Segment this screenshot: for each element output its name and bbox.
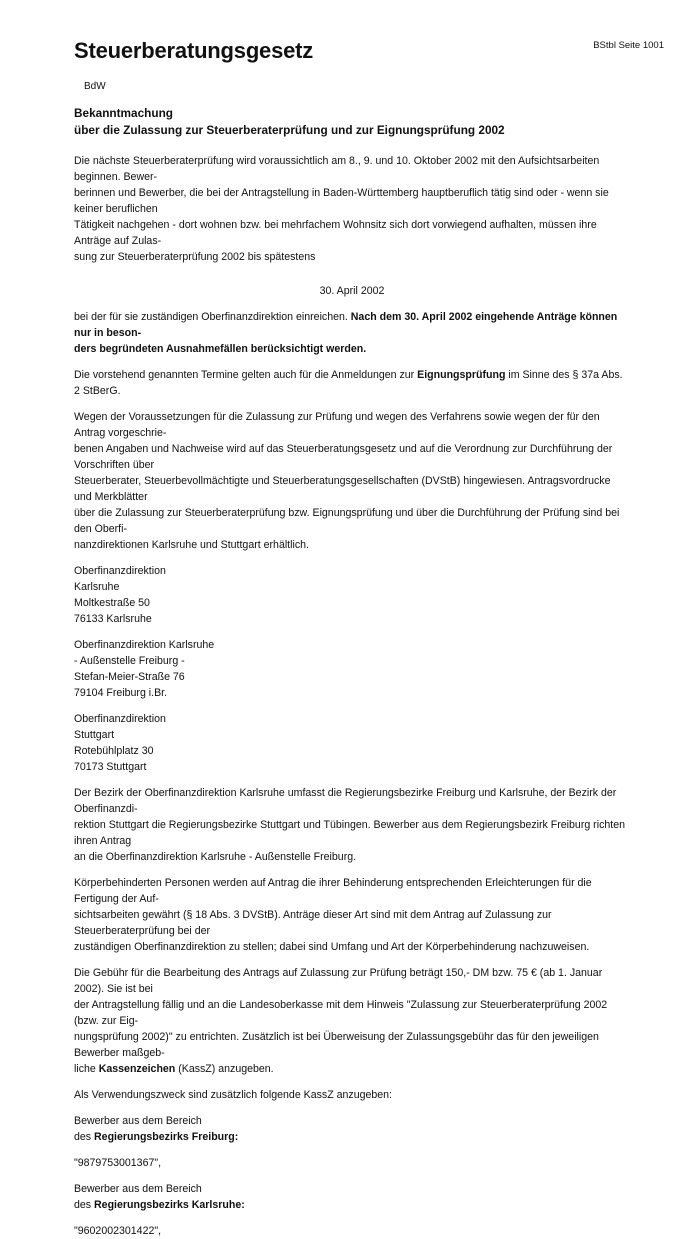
text-line [74,1061,630,1077]
text-run: des [74,1199,95,1211]
document-body [74,105,630,1239]
text-line: Körperbehinderten Personen werden auf Antrag die ihrer Behinderung entsprechenden Erleichterungen für die Fertigung der Auf- [74,877,592,905]
address-line: Karlsruhe [74,581,120,593]
text-line: Die nächste Steuerberaterprüfung wird voraussichtlich am 8., 9. und 10. Oktober 2002 mit den Aufsichtsarbeiten beginnen. Bewer- [74,155,600,183]
kassz-block-karlsruhe [74,1181,630,1239]
text-line: der Antragstellung fällig und an die Landesoberkasse mit dem Hinweis "Zulassung zur Steuerberaterprüfung 2002 (bzw. zur Eig- [74,999,608,1027]
address-block [74,637,630,701]
text-line: Wegen der Voraussetzungen für die Zulassung zur Prüfung und wegen des Verfahrens sowie wegen der für den Antrag vorgeschrie- [74,411,600,439]
kassz-applicant-line: Bewerber aus dem Bereich [74,1115,202,1127]
address-line: Oberfinanzdirektion [74,565,166,577]
address-line: Oberfinanzdirektion Karlsruhe [74,639,215,651]
kassz-code: "9602002301422", [74,1225,162,1237]
text-run: bei der für sie zuständigen Oberfinanzdirektion einreichen. [74,311,351,323]
purpose-paragraph: Als Verwendungszweck sind zusätzlich folgende KassZ anzugeben: [74,1089,392,1101]
text-line: rektion Stuttgart die Regierungsbezirke Stuttgart und Tübingen. Bewerber aus dem Regierungsbezirk Freiburg richten ihren Antrag [74,819,625,847]
address-line: Rotebühlplatz 30 [74,745,154,757]
address-line: 70173 Stuttgart [74,761,147,773]
text-line: berinnen und Bewerber, die bei der Antragstellung in Baden-Württemberg hauptberuflich tätig sind oder - wenn sie keiner beruflichen [74,187,609,215]
address-block [74,711,630,775]
bold-text-run: ders begründeten Ausnahmefällen berücksichtigt werden. [74,343,367,355]
document-title: Steuerberatungsgesetz [74,38,314,63]
text-run: Die vorstehend genannten Termine gelten auch für die Anmeldungen zur [74,369,418,381]
text-line: Tätigkeit nachgehen - dort wohnen bzw. bei mehrfachem Wohnsitz sich dort vorwiegend aufhalten, müssen ihre Anträge auf Zulas- [74,219,597,247]
text-line: nanzdirektionen Karlsruhe und Stuttgart erhältlich. [74,539,309,551]
submission-paragraph [74,309,630,357]
requirements-paragraph [74,409,630,553]
text-line: nungsprüfung 2002)" zu entrichten. Zusätzlich ist bei Überweisung der Zulassungsgebühr das für den jeweiligen Bewerber maßgeb- [74,1031,599,1059]
text-line: Die Gebühr für die Bearbeitung des Antrags auf Zulassung zur Prüfung beträgt 150,- DM bzw. 75 € (ab 1. Januar 2002). Sie ist bei [74,967,603,995]
text-line: zuständigen Oberfinanzdirektion zu stellen; dabei sind Umfang und Art der Körperbehinderung nachzuweisen. [74,941,590,953]
kassz-applicant-line: Bewerber aus dem Bereich [74,1183,202,1195]
fee-paragraph [74,965,630,1077]
bold-text-run: Nach dem 30. April 2002 eingehende Anträge können nur in beson- [74,311,618,339]
address-line: Stefan-Meier-Straße 76 [74,671,185,683]
address-block [74,563,630,627]
terms-paragraph [74,367,630,399]
text-line: benen Angaben und Nachweise wird auf das Steuerberatungsgesetz und auf die Verordnung zur Durchführung der Vorschriften über [74,443,613,471]
disability-paragraph [74,875,630,955]
address-line: Stuttgart [74,729,115,741]
text-line: Der Bezirk der Oberfinanzdirektion Karlsruhe umfasst die Regierungsbezirke Freiburg und Karlsruhe, der Bezirk der Oberfinanzdi- [74,787,617,815]
text-line: an die Oberfinanzdirektion Karlsruhe - Außenstelle Freiburg. [74,851,357,863]
intro-paragraph [74,153,630,265]
text-run: des [74,1131,95,1143]
page-reference: BStbl Seite 1001 [593,40,664,51]
bold-text-run: Kassenzeichen [98,1063,176,1075]
address-line: - Außenstelle Freiburg - [74,655,185,667]
heading-line: über die Zulassung zur Steuerberaterprüfung und zur Eignungsprüfung 2002 [74,123,505,137]
kassz-district-line [74,1197,630,1213]
address-line: Moltkestraße 50 [74,597,150,609]
address-line: Oberfinanzdirektion [74,713,166,725]
address-line: 76133 Karlsruhe [74,613,152,625]
text-line: über die Zulassung zur Steuerberaterprüfung bzw. Eignungsprüfung und über die Durchführung der Prüfung sind bei den Oberfi- [74,507,620,535]
heading-line: Bekanntmachung [74,106,173,120]
source-label: BdW [84,81,106,92]
bold-text-run: Regierungsbezirks Karlsruhe: [94,1199,245,1211]
districts-paragraph [74,785,630,865]
text-line: Steuerberater, Steuerbevollmächtigte und Steuerberatungsgesellschaften (DVStB) hingewiesen. Antragsvordrucke und Merkblätter [74,475,611,503]
text-run: (KassZ) anzugeben. [175,1063,274,1075]
kassz-district-line [74,1129,630,1145]
kassz-code: "9879753001367", [74,1157,162,1169]
text-run: im Sinne des § 37a Abs. 2 StBerG. [74,369,623,397]
announcement-heading [74,105,630,139]
text-run: liche [74,1063,99,1075]
kassz-block-freiburg [74,1113,630,1171]
text-line: sichtsarbeiten gewährt (§ 18 Abs. 3 DVStB). Anträge dieser Art sind mit dem Antrag auf Zulassung zur Steuerberaterprüfung bei der [74,909,552,937]
bold-text-run: Eignungsprüfung [417,369,506,381]
address-line: 79104 Freiburg i.Br. [74,687,168,699]
bold-text-run: Regierungsbezirks Freiburg: [94,1131,239,1143]
text-line: sung zur Steuerberaterprüfung 2002 bis spätestens [74,251,316,263]
deadline-date: 30. April 2002 [319,285,385,297]
